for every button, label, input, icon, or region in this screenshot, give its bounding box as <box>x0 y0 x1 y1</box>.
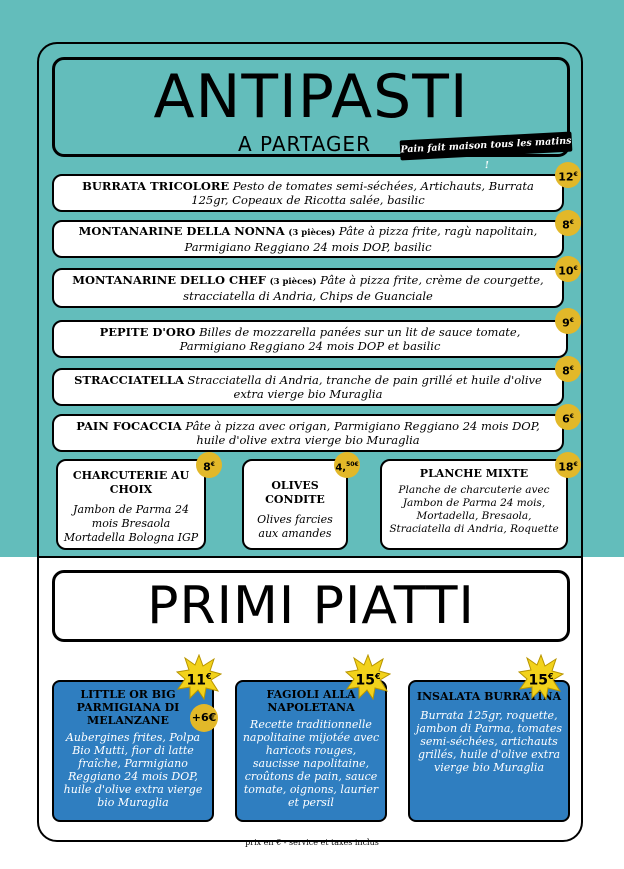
price-badge: 6€ <box>555 404 581 430</box>
item-name: PAIN FOCACCIA <box>76 419 182 433</box>
price-badge: 12€ <box>555 162 581 188</box>
antipasti-title: ANTIPASTI <box>153 62 469 132</box>
card-name: LITTLE OR BIG PARMIGIANA DI MELANZANE <box>76 688 180 727</box>
card-fagioli <box>235 680 387 822</box>
item-desc: Pâte à pizza avec origan, Parmigiano Reggiano 24 mois DOP, huile d'olive extra vierge bio Muraglia <box>185 419 540 447</box>
card-charcuterie <box>56 459 206 550</box>
section-divider <box>37 556 583 558</box>
card-desc: Burrata 125gr, roquette, jambon di Parma, tomates semi-séchées, artichauts grillés, huile d'olive extra vierge bio Muraglia <box>415 709 562 774</box>
item-desc: Pesto de tomates semi-séchées, Artichauts, Burrata 125gr, Copeaux de Ricotta salée, basilic <box>191 179 534 207</box>
card-name: INSALATA BURRATINA <box>416 690 562 703</box>
card-name: CHARCUTERIE AU CHOIX <box>72 469 190 496</box>
price-badge: 18€ <box>555 452 581 478</box>
footer-note: prix en € - service et taxes inclus <box>245 838 379 847</box>
card-desc: Jambon de Parma 24 mois Bresaola Mortadella Bologna IGP <box>63 503 199 544</box>
starburst-price <box>518 654 564 700</box>
item-name: BURRATA TRICOLORE <box>82 179 230 193</box>
item-name: MONTANARINE DELLA NONNA <box>78 224 285 238</box>
card-planche-mixte <box>380 459 568 550</box>
item-qty: (3 pièces) <box>269 277 317 287</box>
bread-tagline: Pain fait maison tous les matins ! <box>400 132 573 161</box>
price-badge: 4,$^{50€}$ <box>334 452 360 478</box>
item-name: MONTANARINE DELLO CHEF <box>72 273 266 287</box>
card-desc: Planche de charcuterie avec Jambon de Parma 24 mois, Mortadella, Bresaola, Straciatella di Andria, Roquette <box>389 484 559 535</box>
menu-item-pepite <box>52 320 568 358</box>
price-badge: 8€ <box>555 210 581 236</box>
menu-item-focaccia <box>52 414 564 452</box>
menu-item-burrata <box>52 174 564 212</box>
price-badge: 8€ <box>555 356 581 382</box>
star-price-text: 15€ <box>355 672 381 689</box>
menu-item-montanarine-nonna <box>52 220 564 258</box>
item-name: PEPITE D'ORO <box>99 325 196 339</box>
item-desc: Pâte à pizza frite, ragù napolitain, Parmigiano Reggiano 24 mois DOP, basilic <box>184 224 538 254</box>
item-qty: (3 pièces) <box>288 228 336 238</box>
card-desc: Olives farcies aux amandes <box>257 513 333 540</box>
menu-item-stracciatella <box>52 368 564 406</box>
extra-price-badge: +6€ <box>190 704 218 732</box>
item-desc: Billes de mozzarella panées sur un lit de sauce tomate, Parmigiano Reggiano 24 mois DOP et basilic <box>179 325 521 353</box>
item-desc: Pâte à pizza frite, crème de courgette, stracciatella di Andria, Chips de Guanciale <box>183 273 544 303</box>
starburst-price <box>345 654 391 700</box>
primi-header <box>52 570 570 642</box>
star-price-text: 11€ <box>186 672 212 689</box>
item-name: STRACCIATELLA <box>74 373 184 387</box>
item-desc: Stracciatella di Andria, tranche de pain grillé et huile d'olive extra vierge bio Muraglia <box>187 373 542 401</box>
card-parmigiana <box>52 680 214 822</box>
star-price-text: 15€ <box>528 672 554 689</box>
card-insalata <box>408 680 570 822</box>
price-badge: 9€ <box>555 308 581 334</box>
card-name: OLIVES CONDITE <box>265 479 325 506</box>
antipasti-subtitle: A PARTAGER <box>238 132 371 156</box>
price-badge: 10€ <box>555 256 581 282</box>
card-name: PLANCHE MIXTE <box>419 467 529 480</box>
primi-title: PRIMI PIATTI <box>147 576 475 636</box>
card-desc: Aubergines frites, Polpa Bio Mutti, fior di latte fraîche, Parmigiano Reggiano 24 mois DOP, huile d'olive extra vierge bio Muraglia <box>63 731 203 809</box>
card-olives <box>242 459 348 550</box>
starburst-price <box>176 654 222 700</box>
card-desc: Recette traditionnelle napolitaine mijotée avec haricots rouges, saucisse napolitaine, croûtons de pain, sauce tomate, oignons, laurier et persil <box>242 718 380 809</box>
menu-item-montanarine-chef <box>52 268 564 308</box>
price-badge: 8€ <box>196 452 222 478</box>
card-name: FAGIOLI ALLA NAPOLETANA <box>266 688 356 714</box>
